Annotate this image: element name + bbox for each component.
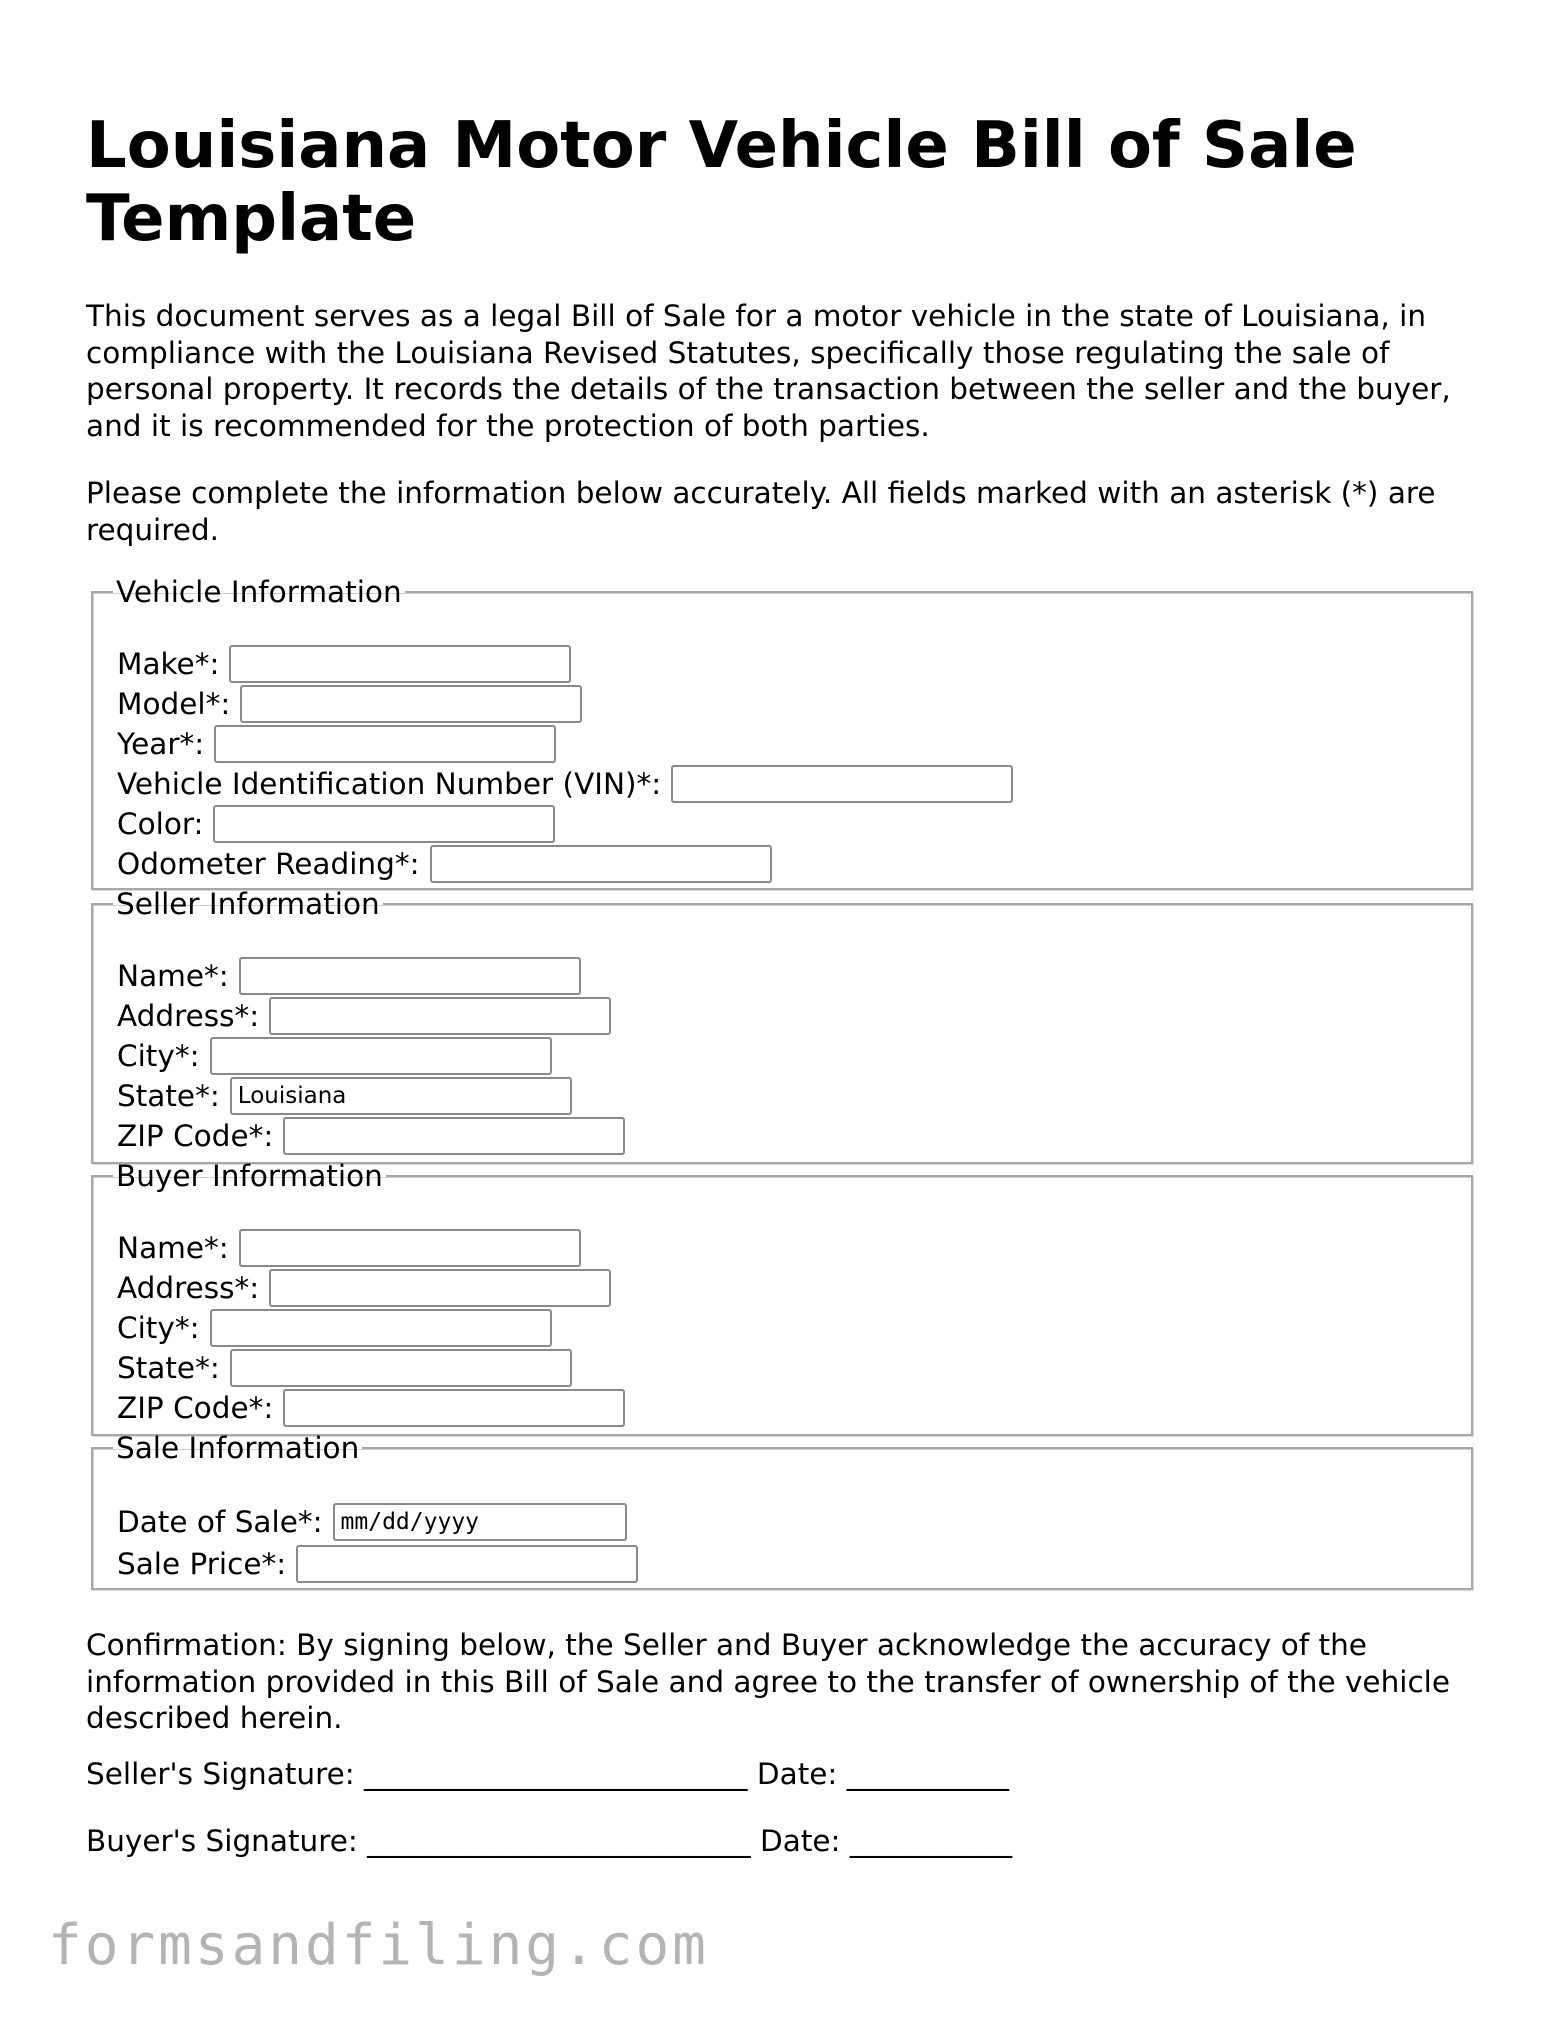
buyer-zip-row	[117, 1388, 625, 1428]
buyer-name-input[interactable]	[239, 1229, 581, 1267]
seller-name-row	[117, 956, 581, 996]
sale-price-input[interactable]	[296, 1545, 638, 1583]
buyer-address-input[interactable]	[269, 1269, 611, 1307]
sale-information-legend: Sale Information	[116, 1431, 360, 1465]
seller-state-input[interactable]	[230, 1077, 572, 1115]
vin-label: Vehicle Identification Number (VIN)*:	[117, 767, 662, 801]
seller-address-row	[117, 996, 611, 1036]
date-of-sale-row	[117, 1502, 627, 1542]
buyer-name-row	[117, 1228, 581, 1268]
buyer-signature-line: Buyer's Signature: __________________________ Date: ___________	[86, 1824, 1013, 1858]
seller-information-section	[91, 888, 1473, 1164]
make-label: Make*:	[117, 647, 220, 681]
model-input[interactable]	[240, 685, 582, 723]
buyer-address-label: Address*:	[117, 1271, 260, 1305]
buyer-zip-input[interactable]	[283, 1389, 625, 1427]
seller-name-label: Name*:	[117, 959, 229, 993]
make-input[interactable]	[229, 645, 571, 683]
make-row	[117, 644, 571, 684]
page-title: Louisiana Motor Vehicle Bill of Sale Template	[86, 109, 1357, 256]
buyer-name-label: Name*:	[117, 1231, 229, 1265]
seller-city-input[interactable]	[210, 1037, 552, 1075]
buyer-city-label: City*:	[117, 1311, 200, 1345]
instructions-paragraph: Please complete the information below accurately. All fields marked with an asterisk (*) are required.	[86, 476, 1436, 547]
model-label: Model*:	[117, 687, 231, 721]
color-input[interactable]	[213, 805, 555, 843]
vin-row	[117, 764, 1013, 804]
sale-information-section	[91, 1432, 1473, 1590]
buyer-state-row	[117, 1348, 572, 1388]
watermark: formsandfiling.com	[48, 1913, 709, 1978]
buyer-information-section	[91, 1160, 1473, 1436]
buyer-information-legend: Buyer Information	[116, 1159, 383, 1193]
sale-price-label: Sale Price*:	[117, 1547, 287, 1581]
year-label: Year*:	[117, 727, 205, 761]
seller-signature-line: Seller's Signature: __________________________ Date: ___________	[86, 1757, 1009, 1791]
seller-zip-label: ZIP Code*:	[117, 1119, 274, 1153]
odometer-label: Odometer Reading*:	[117, 847, 420, 881]
vehicle-information-legend: Vehicle Information	[116, 575, 402, 609]
seller-zip-row	[117, 1116, 625, 1156]
seller-name-input[interactable]	[239, 957, 581, 995]
buyer-zip-label: ZIP Code*:	[117, 1391, 274, 1425]
confirmation-paragraph: Confirmation: By signing below, the Seller and Buyer acknowledge the accuracy of the information provided in this Bill of Sale and agree to the transfer of ownership of the vehicle described herein.	[86, 1628, 1451, 1735]
seller-information-legend: Seller Information	[116, 887, 380, 921]
year-input[interactable]	[214, 725, 556, 763]
seller-zip-input[interactable]	[283, 1117, 625, 1155]
buyer-address-row	[117, 1268, 611, 1308]
buyer-state-input[interactable]	[230, 1349, 572, 1387]
buyer-city-row	[117, 1308, 552, 1348]
vehicle-information-section	[91, 576, 1473, 890]
date-of-sale-input[interactable]	[333, 1503, 627, 1541]
seller-address-input[interactable]	[269, 997, 611, 1035]
date-of-sale-label: Date of Sale*:	[117, 1505, 323, 1539]
year-row	[117, 724, 556, 764]
seller-city-row	[117, 1036, 552, 1076]
buyer-city-input[interactable]	[210, 1309, 552, 1347]
seller-city-label: City*:	[117, 1039, 200, 1073]
seller-state-label: State*:	[117, 1079, 220, 1113]
buyer-state-label: State*:	[117, 1351, 220, 1385]
color-row	[117, 804, 555, 844]
seller-address-label: Address*:	[117, 999, 260, 1033]
vin-input[interactable]	[671, 765, 1013, 803]
odometer-row	[117, 844, 772, 884]
model-row	[117, 684, 582, 724]
color-label: Color:	[117, 807, 204, 841]
sale-price-row	[117, 1544, 638, 1584]
intro-paragraph: This document serves as a legal Bill of Sale for a motor vehicle in the state of Louisiana, in compliance with the Louisiana Revised Statutes, specifically those regulating the sale of personal property. It records the details of the transaction between the seller and the buyer, and it is recommended for the protection of both parties.	[86, 299, 1451, 443]
seller-state-row	[117, 1076, 572, 1116]
odometer-input[interactable]	[430, 845, 772, 883]
